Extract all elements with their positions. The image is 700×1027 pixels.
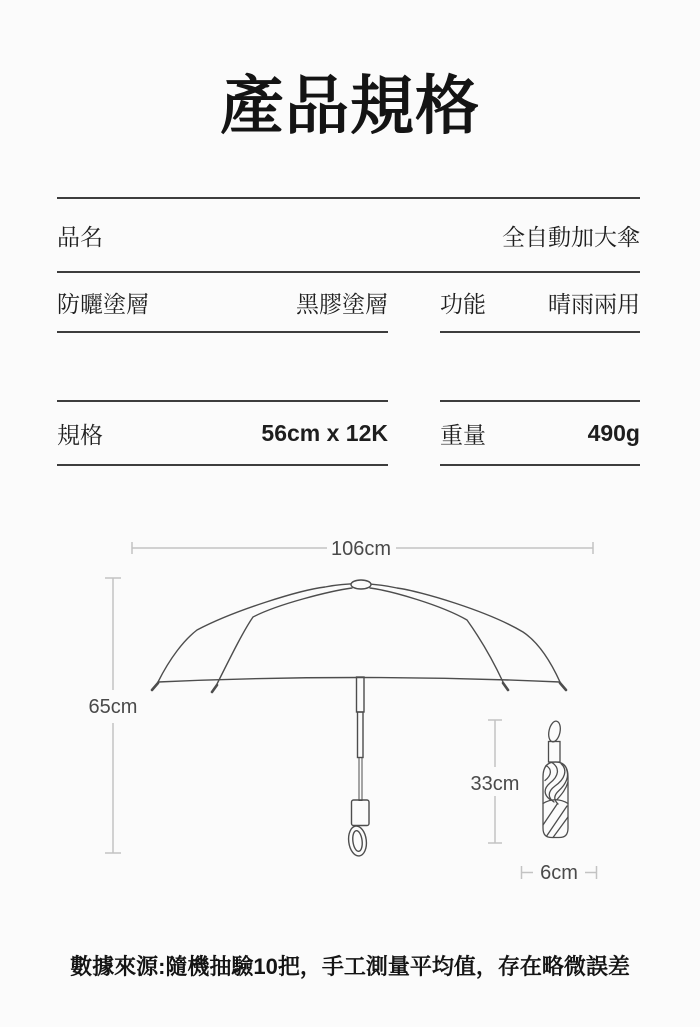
page-title: 產品規格 (220, 70, 480, 142)
dim-open-width-label: 106cm (330, 538, 392, 560)
dim-folded-height (471, 720, 520, 843)
spec-value-product-name: 全自動加大傘 (502, 223, 640, 250)
folded-umbrella-sketch (543, 720, 568, 837)
spec-row-coating-function (57, 273, 640, 333)
spec-row-product-name (57, 197, 640, 273)
spec-cell-size (57, 400, 388, 466)
data-source-note: 數據來源:隨機抽驗10把，手工測量平均值，存在略微誤差 (70, 954, 630, 979)
spec-value-coating: 黑膠塗層 (296, 290, 388, 317)
spec-label-weight: 重量 (440, 421, 486, 448)
spec-cell-weight (440, 400, 640, 466)
umbrella-ferrule (351, 580, 371, 589)
folded-strap-loop (547, 720, 562, 743)
folded-handle (549, 742, 561, 763)
umbrella-strap-loop (347, 825, 368, 857)
umbrella-shaft-middle (358, 712, 364, 758)
dim-folded-width-label: 6cm (540, 862, 578, 884)
spec-value-size: 56cm x 12K (261, 419, 388, 446)
spec-label-coating: 防曬塗層 (57, 290, 149, 317)
spec-table-spacer (57, 333, 640, 400)
open-umbrella-sketch (152, 580, 566, 857)
dim-open-height-label: 65cm (88, 696, 138, 718)
spec-cell-coating (57, 273, 388, 333)
spec-label-product-name: 品名 (57, 223, 103, 250)
dim-open-width (132, 538, 593, 560)
spec-cell-function (440, 273, 640, 333)
umbrella-handle (352, 800, 370, 826)
dim-folded-height-label: 33cm (470, 773, 520, 795)
umbrella-shaft-lower (359, 758, 362, 801)
dim-open-height (89, 578, 138, 853)
spec-row-size-weight (57, 400, 640, 466)
umbrella-shaft-upper (357, 677, 365, 712)
spec-value-function: 晴雨兩用 (548, 290, 640, 317)
umbrella-dimension-diagram (0, 530, 700, 900)
dim-folded-width (522, 862, 597, 884)
spec-value-weight: 490g (587, 419, 640, 446)
spec-label-function: 功能 (440, 290, 486, 317)
spec-table (57, 197, 640, 466)
spec-label-size: 規格 (57, 421, 103, 448)
